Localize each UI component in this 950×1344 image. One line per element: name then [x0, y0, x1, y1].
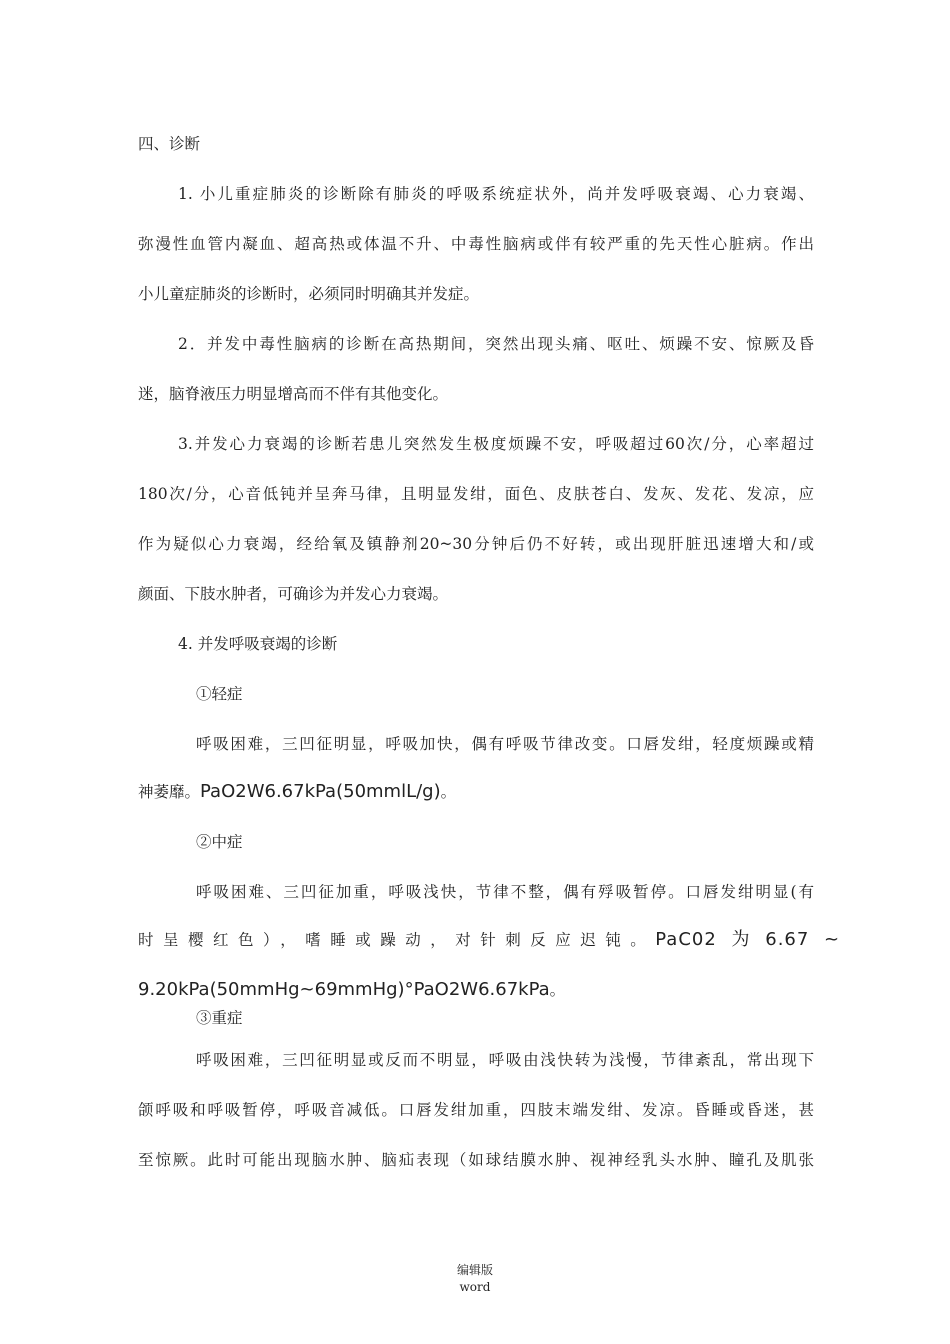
item1-line3: 小儿童症肺炎的诊断时，必须同时明确其并发症。 — [138, 285, 480, 303]
footer-sublabel: word — [459, 1280, 491, 1294]
moderate-line2-text: 时呈樱红色），嗜睡或躁动，对针刺反应迟钝。 — [138, 931, 656, 949]
mild-line2-text: 神萎靡。 — [138, 783, 201, 801]
severe-line1: 呼吸困难，三凹征明显或反而不明显，呼吸由浅快转为浅慢，节律紊乱，常出现下 — [196, 1051, 814, 1069]
mild-formula: PaO2W6.67kPa(50mmlL/g) — [200, 781, 441, 802]
severe-line2: 颌呼吸和呼吸暂停，呼吸音减低。口唇发绀加重，四肢末端发绀、发凉。昏睡或昏迷，甚 — [138, 1101, 814, 1119]
item2-line2: 迷，脑脊液压力明显增高而不伴有其他变化。 — [138, 385, 449, 403]
section-heading: 四、诊断 — [138, 135, 201, 153]
mild-title: ①轻症 — [196, 685, 243, 703]
severe-line3: 至惊厥。此时可能出现脑水肿、脑疝表现（如球结膜水肿、视神经乳头水肿、瞳孔及肌张 — [138, 1151, 814, 1169]
item3-line4: 颜面、下肢水肿者，可确诊为并发心力衰竭。 — [138, 585, 449, 603]
item2-line1: 2．并发中毒性脑病的诊断在高热期间，突然出现头痛、呕吐、烦躁不安、惊厥及昏 — [178, 335, 814, 353]
footer-label: 编辑版 — [456, 1263, 493, 1277]
item4-title: 4. 并发呼吸衰竭的诊断 — [178, 635, 338, 653]
moderate-line1: 呼吸困难、三凹征加重，呼吸浅快，节律不整，偶有殍吸暂停。口唇发绀明显(有 — [196, 883, 814, 901]
item3-line2: 180次/分，心音低钝并呈奔马律，且明显发绀，面色、皮肤苍白、发灰、发花、发凉，应 — [138, 485, 814, 503]
moderate-line3-end: 。 — [549, 981, 566, 999]
item3-line1: 3.并发心力衰竭的诊断若患儿突然发生极度烦躁不安，呼吸超过60次/分，心率超过 — [178, 435, 814, 453]
moderate-title: ②中症 — [196, 833, 243, 851]
moderate-formula-start: PaC02 为 6.67 ~ — [655, 929, 841, 950]
mild-line2 — [138, 781, 814, 803]
item3-line3: 作为疑似心力衰竭，经给氧及镇静剂20~30分钟后仍不好转，或出现肝脏迅速增大和/或 — [138, 535, 814, 553]
mild-line2-end: 。 — [440, 783, 457, 801]
item1-line2: 弥漫性血管内凝血、超高热或体温不升、中毒性脑病或伴有较严重的先天性心脏病。作出 — [138, 235, 814, 253]
moderate-formula-end: 9.20kPa(50mmHg~69mmHg)°PaO2W6.67kPa — [138, 979, 550, 1000]
severe-title: ③重症 — [196, 1009, 243, 1027]
moderate-line3 — [138, 979, 814, 1001]
item1-line1: 1. 小儿重症肺炎的诊断除有肺炎的呼吸系统症状外，尚并发呼吸衰竭、心力衰竭、 — [178, 185, 814, 203]
moderate-line2 — [138, 929, 841, 951]
mild-line1: 呼吸困难，三凹征明显，呼吸加快，偶有呼吸节律改变。口唇发绀，轻度烦躁或精 — [196, 735, 814, 753]
